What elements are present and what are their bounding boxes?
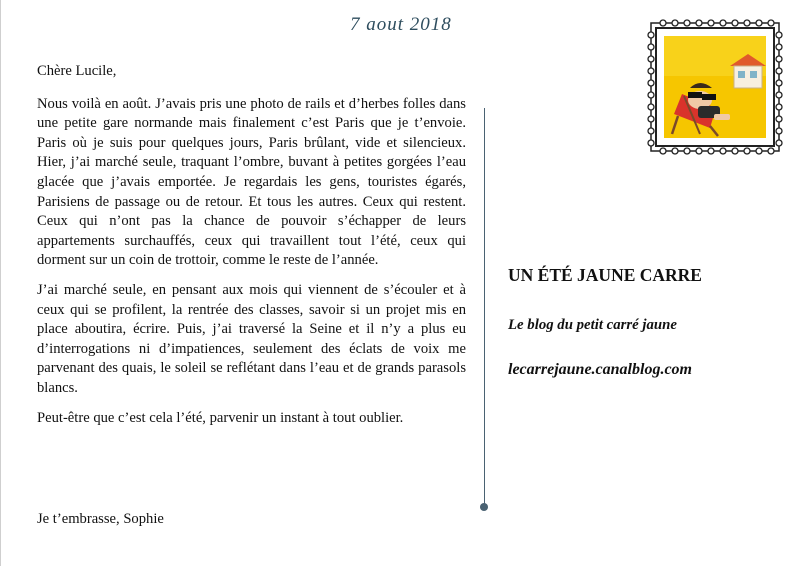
blog-url: lecarrejaune.canalblog.com (508, 361, 692, 378)
postcard-divider-line (484, 108, 485, 508)
sunbathing-figure-icon (664, 36, 766, 138)
letter-paragraph-1: Nous voilà en août. J’avais pris une photo de rails et d’herbes folles dans une petite gare normande mais finalement c’est Paris que je t’envoie. Paris où je suis pour quelques jours, Paris brûlant, vide et silencieux. Hier, j’ai marché seule, traquant l’ombre, buvant à petites gorgées l’eau glacée que j’avais emportée. Je regardais les gens, touristes égarés, Parisiens de passage ou de retour. Et tous les autres. Ceux qui restent. Ceux qui n’ont pas la chance de pouvoir s’échapper de leurs appartements surchauffés, ceux qui travaillent tout l’été, ceux qui dorment sur un coin de trottoir, comme le reste de l’année. (37, 95, 466, 269)
letter-date: 7 aout 2018 (350, 14, 452, 35)
letter-closing: Je t’embrasse, Sophie (37, 511, 164, 527)
letter-greeting: Chère Lucile, (37, 63, 117, 79)
blog-subtitle: Le blog du petit carré jaune (508, 317, 677, 333)
letter-paragraph-3: Peut-être que c’est cela l’été, parvenir un instant à tout oublier. (37, 409, 404, 426)
card-left-edge (0, 0, 1, 566)
letter-paragraph-2: J’ai marché seule, en pensant aux mois qui viennent de s’écouler et à ceux qui se profilent, la rentrée des classes, savoir si un projet mis en place aboutira, écrire. Puis, j’ai traversé la Seine et il n’y a plus eu d’interrogations ni d’impatiences, seulement des éclats de voix me parvenant des quais, le soleil se reflétant dans l’eau et de grands parasols blancs. (37, 281, 466, 396)
postcard-divider-dot (480, 503, 488, 511)
letter-body (37, 62, 466, 428)
stamp-illustration (664, 36, 766, 138)
blog-title: UN ÉTÉ JAUNE CARRE (508, 265, 702, 285)
postage-stamp (647, 19, 783, 155)
